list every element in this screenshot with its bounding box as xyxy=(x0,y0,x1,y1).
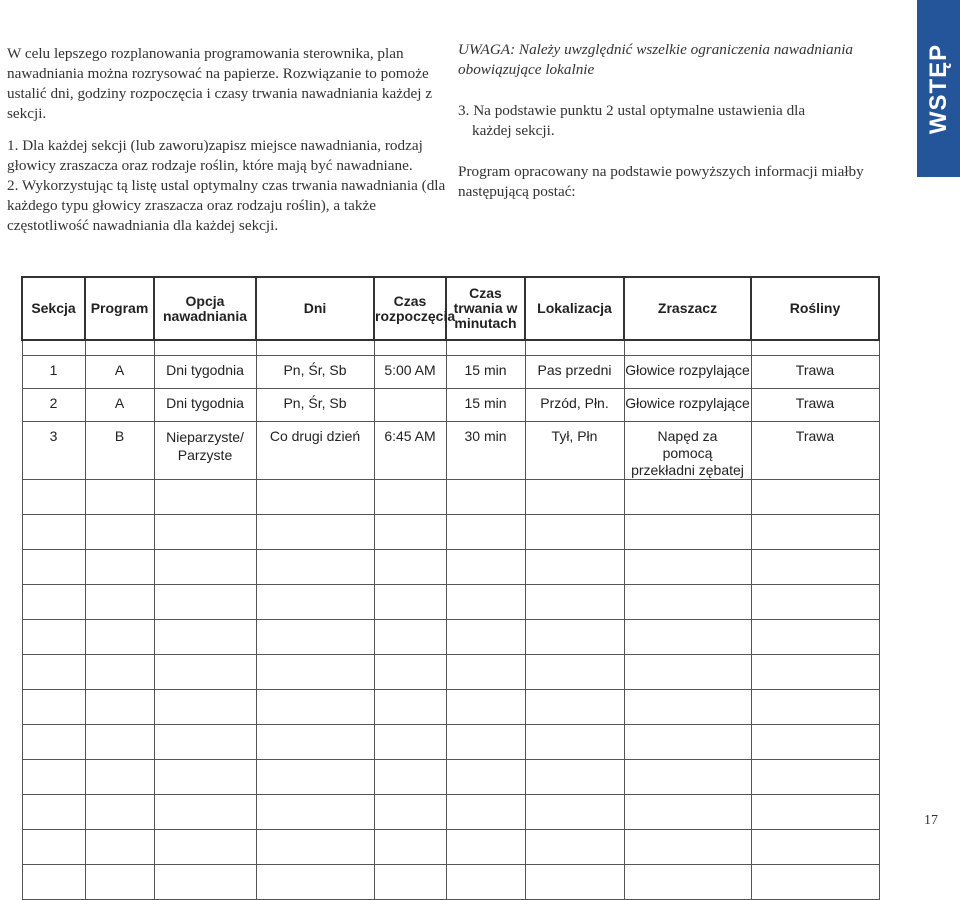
section-tab-label: WSTĘP xyxy=(924,43,952,134)
cell-start: 5:00 AM xyxy=(374,356,446,389)
cell-program: A xyxy=(85,356,154,389)
cell-program: A xyxy=(85,389,154,422)
header-czas-line-1: Czas xyxy=(393,292,427,309)
table-row-empty xyxy=(22,585,879,620)
header-program: Program xyxy=(85,277,154,340)
header-trwanie-line-1: Czas xyxy=(469,285,502,301)
header-opcja-line-2: nawadniania xyxy=(162,307,248,324)
header-dni: Dni xyxy=(256,277,374,340)
table-row-empty xyxy=(22,550,879,585)
cell-start xyxy=(374,389,446,422)
closing-paragraph: Program opracowany na podstawie powyższych informacji miałby następującą postać: xyxy=(458,163,864,200)
cell-zraszacz-line-1: Napęd za xyxy=(657,428,718,444)
header-czas-line-2: rozpoczęcia xyxy=(375,307,456,324)
header-sekcja: Sekcja xyxy=(22,277,85,340)
cell-program: B xyxy=(85,422,154,480)
table-row xyxy=(22,356,879,389)
cell-opcja xyxy=(154,422,256,480)
step-3-line-2: każdej sekcji. xyxy=(472,122,555,139)
header-zraszacz: Zraszacz xyxy=(624,277,751,340)
cell-rosliny: Trawa xyxy=(751,356,879,389)
table-row-empty xyxy=(22,655,879,690)
table-row-empty xyxy=(22,725,879,760)
cell-opcja-text: Nieparzyste/ Parzyste xyxy=(166,429,244,463)
header-czas-trwania xyxy=(446,277,525,340)
cell-dni: Pn, Śr, Sb xyxy=(256,356,374,389)
cell-czas: 15 min xyxy=(446,356,525,389)
table-header-row xyxy=(22,277,879,340)
table-row xyxy=(22,389,879,422)
cell-dni: Pn, Śr, Sb xyxy=(256,389,374,422)
header-czas-rozpoczecia xyxy=(374,277,456,340)
cell-zraszacz: Głowice rozpylające xyxy=(624,356,751,389)
page-number: 17 xyxy=(924,813,938,828)
cell-opcja: Dni tygodnia xyxy=(154,356,256,389)
cell-start: 6:45 AM xyxy=(374,422,446,480)
cell-sekcja: 1 xyxy=(22,356,85,389)
right-text-column xyxy=(458,40,878,202)
cell-opcja: Dni tygodnia xyxy=(154,389,256,422)
table-row-empty xyxy=(22,830,879,865)
header-opcja xyxy=(154,277,256,340)
table-row-empty xyxy=(22,480,879,515)
table-row-empty xyxy=(22,865,879,900)
cell-zraszacz: Głowice rozpylające xyxy=(624,389,751,422)
cell-lokalizacja: Przód, Płn. xyxy=(525,389,624,422)
section-tab xyxy=(917,0,960,177)
intro-paragraph: W celu lepszego rozplanowania programowania sterownika, plan nawadniania można rozrysować na papierze. Rozwiązanie to pomoże ustalić dni, godziny rozpoczęcia i czasy trwania nawadniania każdej z sekcji. xyxy=(7,45,433,122)
table-row-empty xyxy=(22,795,879,830)
cell-rosliny: Trawa xyxy=(751,389,879,422)
cell-rosliny: Trawa xyxy=(751,422,879,480)
step-3-line-1: 3. Na podstawie punktu 2 ustal optymalne ustawienia dla xyxy=(458,102,806,119)
note-paragraph: UWAGA: Należy uwzględnić wszelkie ograniczenia nawadniania obowiązujące lokalnie xyxy=(458,41,854,78)
step-2: 2. Wykorzystując tą listę ustal optymalny czas trwania nawadniania (dla każdego typu głowicy zraszacza oraz rodzaju roślin), a także częstotliwość nawadniania dla każdej sekcji. xyxy=(7,177,446,234)
cell-czas: 30 min xyxy=(446,422,525,480)
header-opcja-line-1: Opcja xyxy=(185,292,225,309)
step-3 xyxy=(458,101,878,141)
cell-sekcja: 2 xyxy=(22,389,85,422)
step-1: 1. Dla każdej sekcji (lub zaworu)zapisz miejsce nawadniania, rodzaj głowicy zraszacza oraz rodzaje roślin, które mają być nawadniane. xyxy=(7,137,423,174)
cell-zraszacz-line-3: przekładni zębatej xyxy=(631,462,744,478)
watering-plan-table xyxy=(21,276,880,900)
left-text-column xyxy=(7,44,447,236)
header-trwanie-line-2: trwania w xyxy=(453,300,518,316)
table-row-empty xyxy=(22,515,879,550)
cell-czas: 15 min xyxy=(446,389,525,422)
table-row-empty xyxy=(22,620,879,655)
cell-zraszacz-line-2: pomocą xyxy=(662,445,713,461)
header-lokalizacja: Lokalizacja xyxy=(525,277,624,340)
table-row xyxy=(22,422,879,480)
table-row-empty xyxy=(22,760,879,795)
header-rosliny: Rośliny xyxy=(751,277,879,340)
cell-lokalizacja: Tył, Płn xyxy=(525,422,624,480)
header-trwanie-line-3: minutach xyxy=(454,315,517,331)
cell-zraszacz xyxy=(624,422,751,480)
cell-dni: Co drugi dzień xyxy=(256,422,374,480)
cell-sekcja: 3 xyxy=(22,422,85,480)
table-spacer-row xyxy=(22,340,879,356)
table-row-empty xyxy=(22,690,879,725)
cell-lokalizacja: Pas przedni xyxy=(525,356,624,389)
